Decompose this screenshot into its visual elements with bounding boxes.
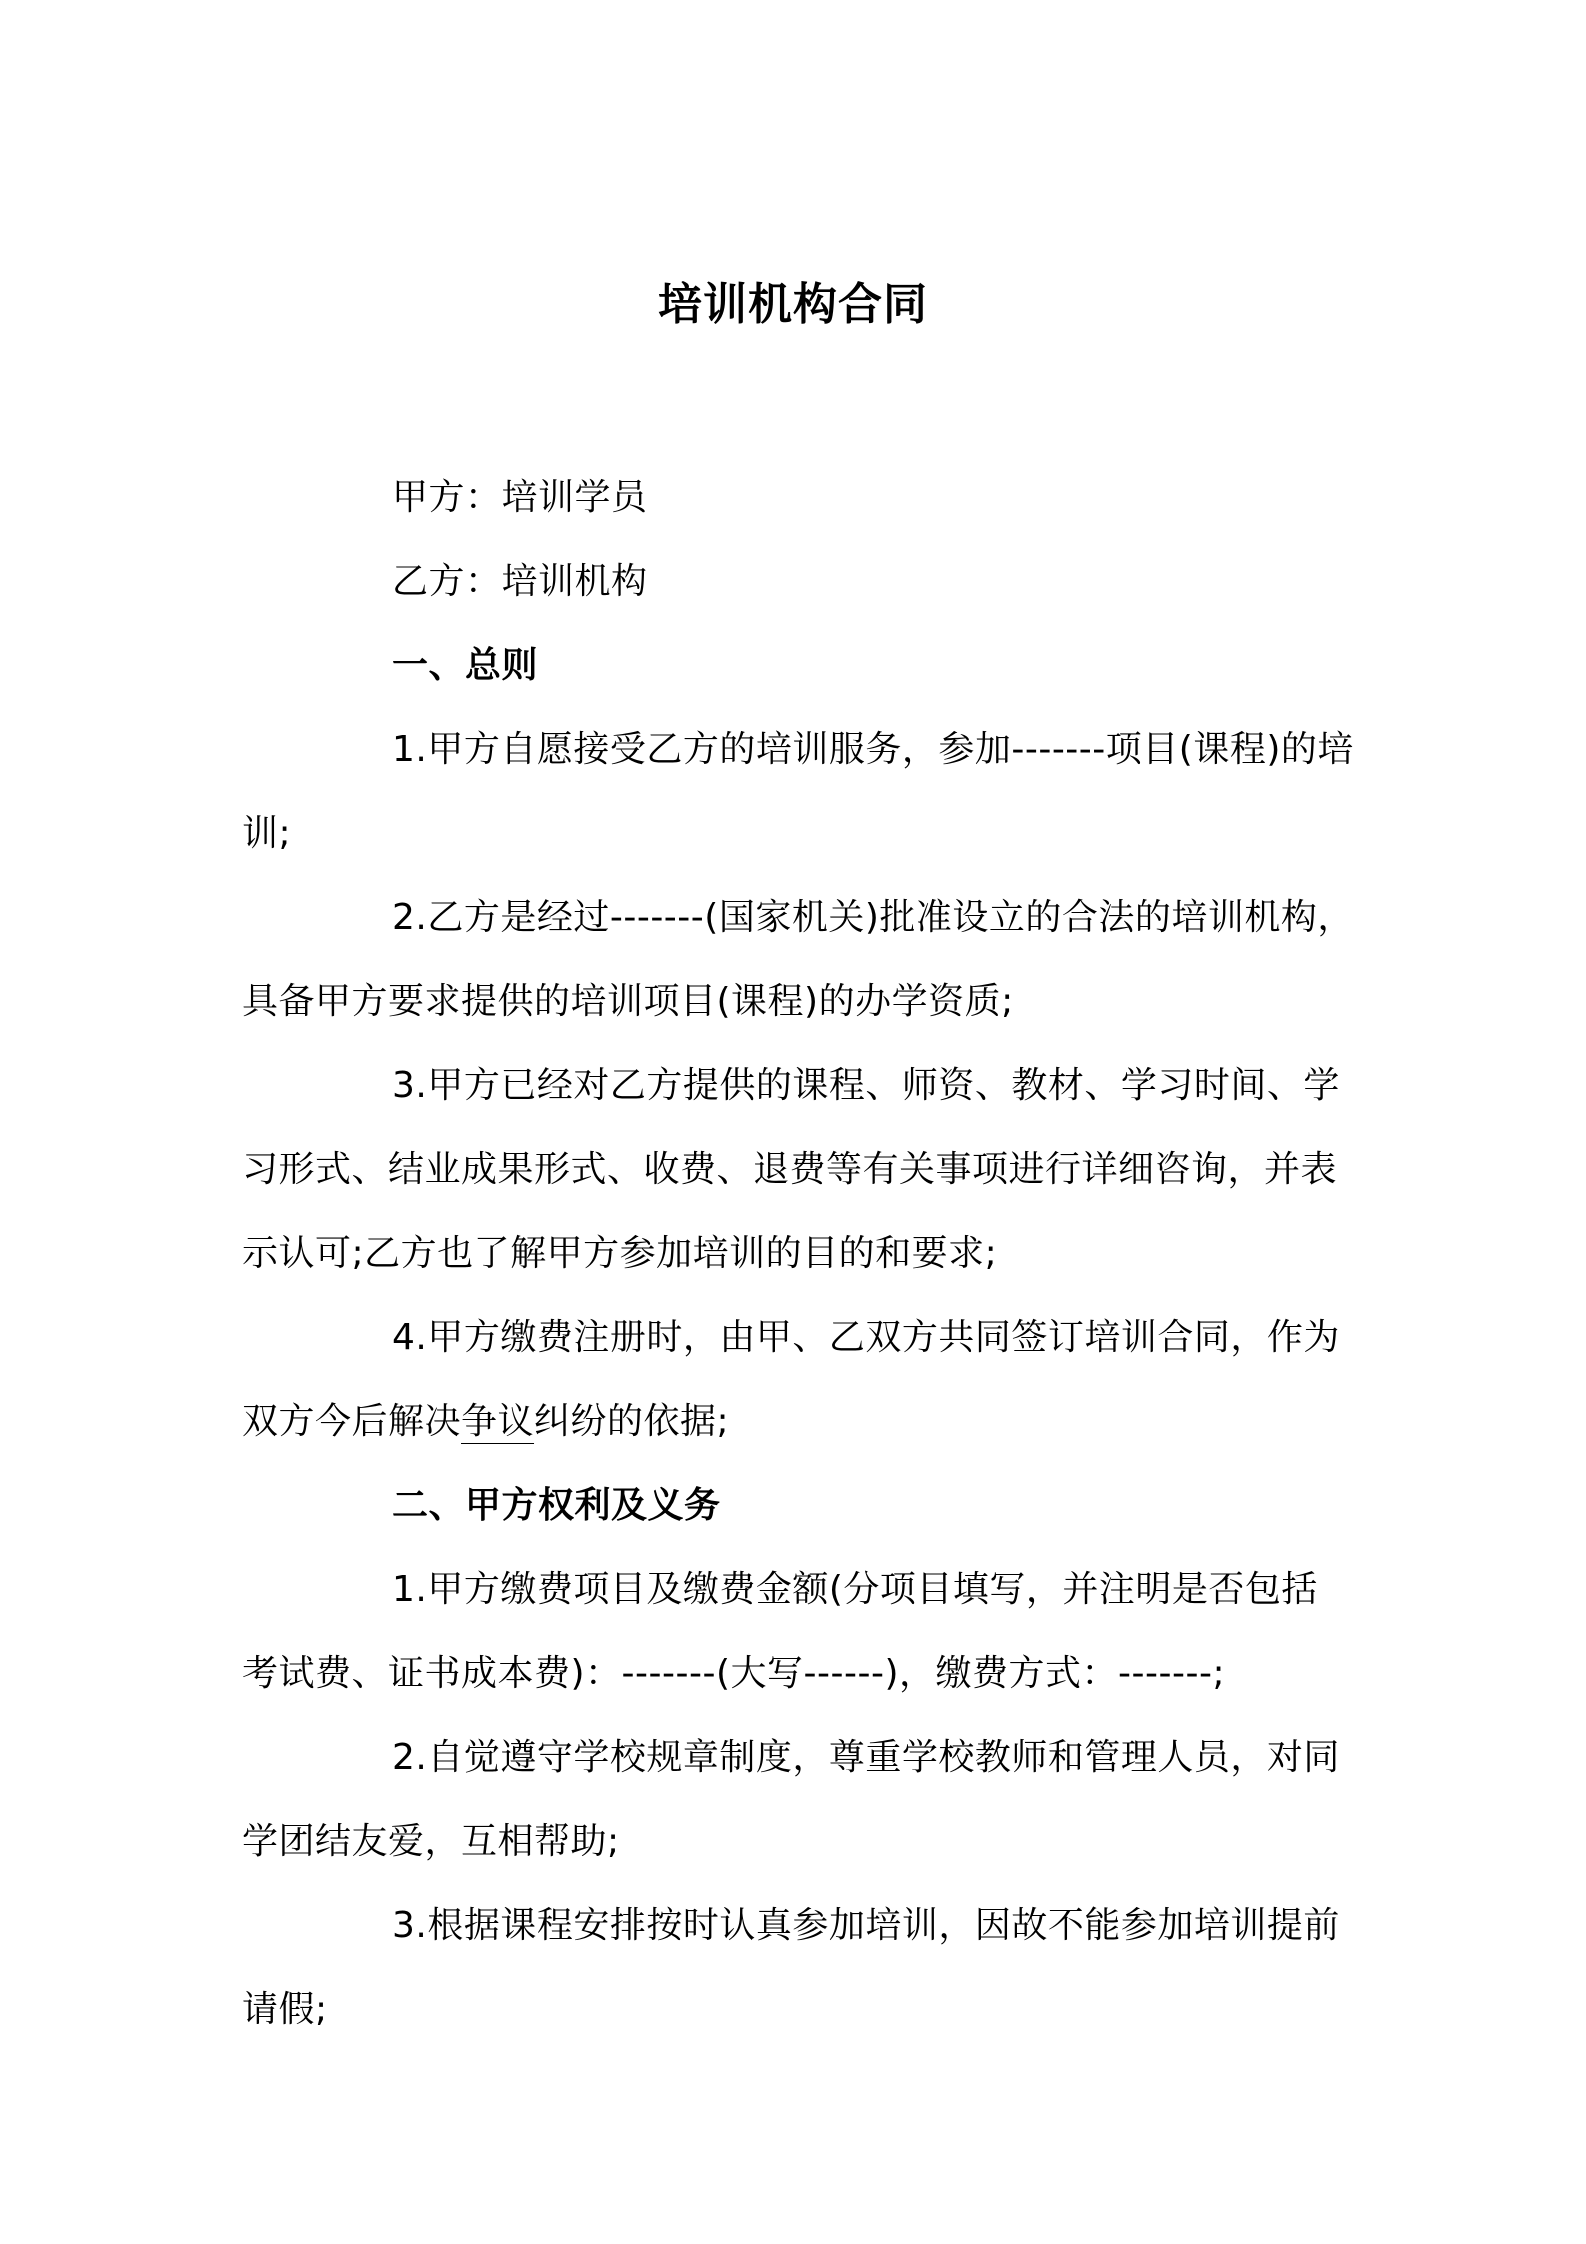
clause-2-1-line-2: 考试费、证书成本费)：-------(大写------)，缴费方式：-------; — [242, 1653, 1226, 1694]
clause-1-3-line-2: 习形式、结业成果形式、收费、退费等有关事项进行详细咨询，并表 — [242, 1149, 1338, 1190]
section-2-heading: 二、甲方权利及义务 — [392, 1485, 721, 1526]
section-1-heading: 一、总则 — [392, 645, 539, 686]
clause-2-3-line-2: 请假; — [242, 1989, 328, 2030]
clause-2-3-line-1: 3.根据课程安排按时认真参加培训，因故不能参加培训提前 — [392, 1905, 1340, 1946]
clause-2-1-line-1: 1.甲方缴费项目及缴费金额(分项目填写，并注明是否包括 — [392, 1569, 1318, 1610]
party-b: 乙方：培训机构 — [392, 561, 648, 602]
clause-1-2-line-1: 2.乙方是经过-------(国家机关)批准设立的合法的培训机构， — [392, 897, 1354, 938]
clause-1-2-line-2: 具备甲方要求提供的培训项目(课程)的办学资质; — [242, 981, 1014, 1022]
party-a: 甲方：培训学员 — [392, 477, 648, 518]
clause-1-3-line-1: 3.甲方已经对乙方提供的课程、师资、教材、学习时间、学 — [392, 1065, 1340, 1106]
clause-1-4-text-after: 纠纷的依据; — [534, 1401, 730, 1442]
clause-1-1-line-2: 训; — [242, 813, 292, 854]
clause-1-4-line-1: 4.甲方缴费注册时，由甲、乙双方共同签订培训合同，作为 — [392, 1317, 1340, 1358]
clause-1-3-line-3: 示认可;乙方也了解甲方参加培训的目的和要求; — [242, 1233, 998, 1274]
clause-2-2-line-1: 2.自觉遵守学校规章制度，尊重学校教师和管理人员，对同 — [392, 1737, 1340, 1778]
underlined-term: 争议 — [461, 1401, 535, 1442]
clause-2-2-line-2: 学团结友爱，互相帮助; — [242, 1821, 620, 1862]
clause-1-4-line-2 — [242, 1397, 729, 1447]
document-title: 培训机构合同 — [658, 279, 928, 330]
clause-1-1-line-1: 1.甲方自愿接受乙方的培训服务，参加-------项目(课程)的培 — [392, 729, 1354, 770]
clause-1-4-text-before: 双方今后解决 — [242, 1401, 462, 1442]
